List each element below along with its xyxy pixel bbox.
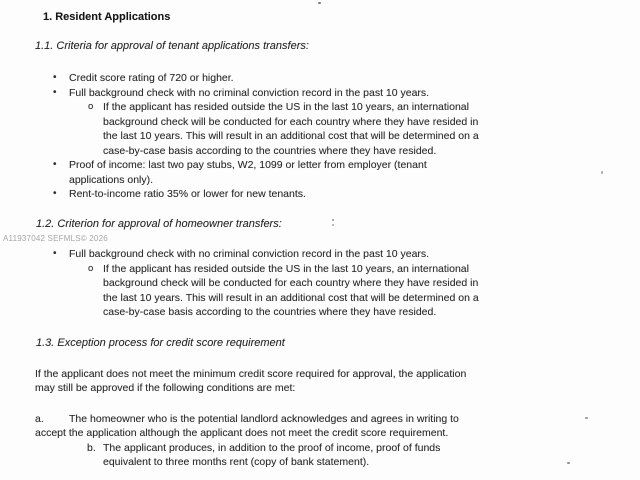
section-1-1-bullet-list [35, 71, 600, 202]
scan-speckle [318, 2, 321, 4]
bullet-icon: • [53, 248, 57, 259]
list-item-text: Full background check with no criminal conviction record in the past 10 years. [69, 248, 430, 260]
exception-intro-paragraph: If the applicant does not meet the minimum credit score required for approval, the application may still be approved if the following conditions are met: [35, 367, 467, 394]
condition-item-b [87, 441, 600, 470]
list-item-text: Credit score rating of 720 or higher. [69, 72, 234, 84]
list-item-background-check [53, 86, 600, 101]
list-item-rent-to-income [53, 187, 600, 202]
list-subitem-international-note [88, 262, 600, 320]
sub-bullet-icon: o [88, 262, 94, 274]
list-item-proof-of-income [53, 158, 600, 187]
document-title: 1. Resident Applications [43, 11, 171, 23]
bullet-icon: • [53, 72, 57, 83]
bullet-icon: • [53, 86, 57, 98]
condition-item-a [35, 412, 600, 441]
scan-speckle [585, 417, 588, 419]
scan-speckle [567, 462, 570, 464]
scan-speckle [332, 219, 334, 221]
list-subitem-international-note [88, 100, 600, 158]
condition-a-text: The homeowner who is the potential landlord acknowledges and agrees in writing to accept the application although the applicant does not meet the credit score requirement. [35, 412, 459, 439]
list-item-text: Rent-to-income ratio 35% or lower for new tenants. [69, 188, 306, 200]
condition-b-label: b. [87, 441, 96, 454]
bullet-icon: • [53, 188, 57, 199]
section-1-1-heading: 1.1. Criteria for approval of tenant applications transfers: [35, 40, 309, 52]
scan-speckle [601, 171, 603, 174]
list-subitem-text: If the applicant has resided outside the US in the last 10 years, an international background check will be conducted for each country where they have resided in the last 10 years. This will result in an additional cost that will be determined on a case-by-case basis according to the countries where they have resided. [103, 101, 479, 157]
sub-bullet-icon: o [88, 101, 94, 112]
section-1-2-bullet-list [35, 247, 600, 320]
section-1-2-heading: 1.2. Criterion for approval of homeowner transfers: [36, 218, 282, 230]
bullet-icon: • [53, 159, 57, 170]
condition-a-label: a. [35, 412, 44, 425]
condition-b-text: The applicant produces, in addition to the proof of income, proof of funds equivalent to three months rent (copy of bank statement). [103, 441, 441, 468]
list-item-credit-score [53, 71, 600, 86]
list-subitem-text: If the applicant has resided outside the US in the last 10 years, an international background check will be conducted for each country where they have resided in the last 10 years. This will result in an additional cost that will be determined on a case-by-case basis according to the countries where they have resided. [103, 262, 479, 318]
section-1-3-heading: 1.3. Exception process for credit score requirement [36, 337, 285, 349]
list-item-text: Full background check with no criminal conviction record in the past 10 years. [69, 86, 430, 99]
scan-speckle [332, 224, 334, 226]
mls-watermark: A11937042 SEFMLS© 2026 [3, 234, 108, 243]
list-item-background-check [53, 247, 600, 262]
list-item-text: Proof of income: last two pay stubs, W2, 1099 or letter from employer (tenant applications only). [69, 159, 427, 186]
